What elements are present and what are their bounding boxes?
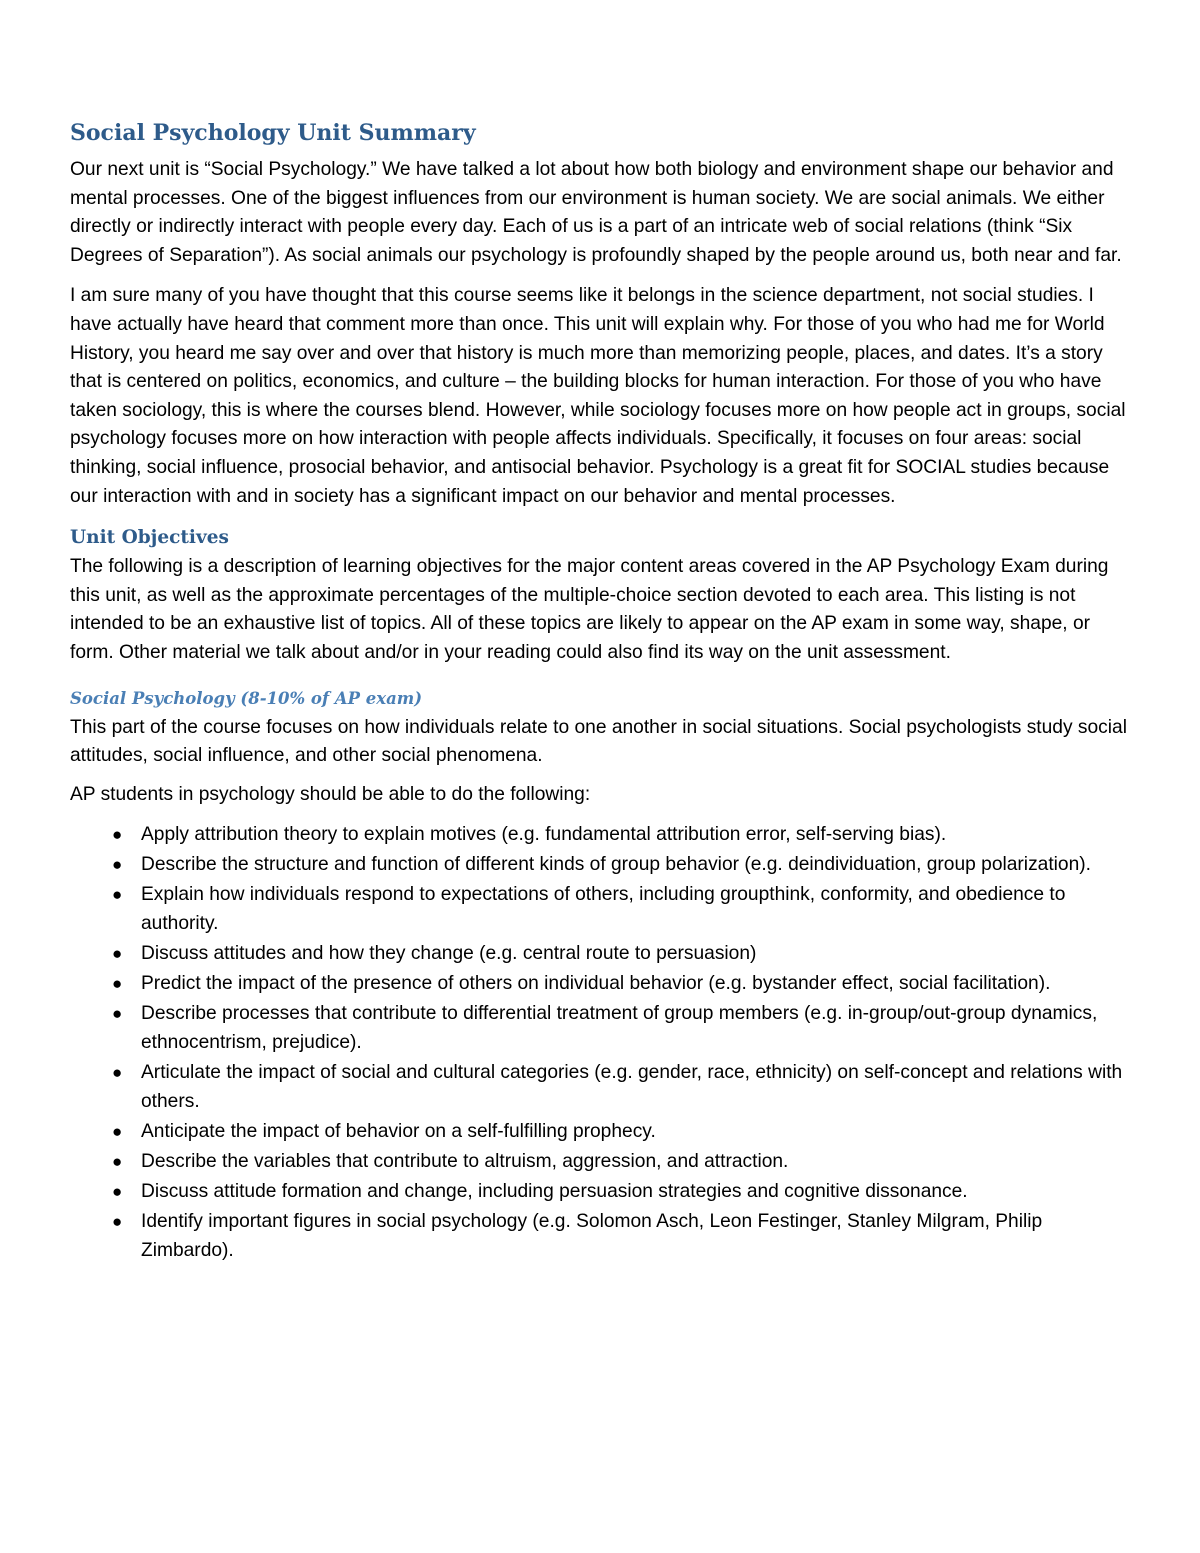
bullet-icon: ●: [112, 885, 123, 905]
bullet-icon: ●: [112, 1121, 123, 1141]
list-item-text: Describe the structure and function of different kinds of group behavior (e.g. deindividuation, group polarization).: [141, 854, 1091, 876]
intro-paragraph-1: Our next unit is “Social Psychology.” We have talked a lot about how both biology and environment shape our behavior and mental processes. One of the biggest influences from our environment is human society. We are social animals. We either directly or indirectly interact with people every day. Each of us is a part of an intricate web of social relations (think “Six Degrees of Separation”). As social animals our psychology is profoundly shaped by the people around us, both near and far.: [70, 159, 1122, 266]
list-item: [70, 940, 1132, 969]
list-item-text: Describe processes that contribute to differential treatment of group members (e.g. in-group/out-group dynamics, ethnocentrism, prejudice).: [141, 1003, 1098, 1053]
list-item-text: Discuss attitudes and how they change (e.g. central route to persuasion): [141, 943, 757, 965]
bullet-icon: ●: [112, 974, 123, 994]
list-item: [70, 1208, 1132, 1265]
list-item-text: Identify important figures in social psychology (e.g. Solomon Asch, Leon Festinger, Stanley Milgram, Philip Zimbardo).: [141, 1211, 1043, 1261]
bullet-icon: ●: [112, 1151, 123, 1171]
list-item: [70, 970, 1132, 999]
list-item-text: Anticipate the impact of behavior on a self-fulfilling prophecy.: [141, 1120, 656, 1142]
list-item-text: Apply attribution theory to explain motives (e.g. fundamental attribution error, self-serving bias).: [141, 824, 947, 846]
list-item: [70, 1000, 1132, 1057]
bullet-icon: ●: [112, 1181, 123, 1201]
section-description: This part of the course focuses on how individuals relate to one another in social situations. Social psychologists study social attitudes, social influence, and other social phenomena.: [70, 716, 1127, 767]
intro-paragraph-2: I am sure many of you have thought that this course seems like it belongs in the science department, not social studies. I have actually have heard that comment more than once. This unit will explain why. For those of you who had me for World History, you heard me say over and over that history is much more than memorizing people, places, and dates. It’s a story that is centered on politics, economics, and culture – the building blocks for human interaction. For those of you who have taken sociology, this is where the courses blend. However, while sociology focuses more on how people act in groups, social psychology focuses more on how interaction with people affects individuals. Specifically, it focuses on four areas: social thinking, social influence, prosocial behavior, and antisocial behavior. Psychology is a great fit for SOCIAL studies because our interaction with and in society has a significant impact on our behavior and mental processes.: [70, 285, 1126, 507]
bullet-icon: ●: [112, 855, 123, 875]
bullet-icon: ●: [112, 1063, 123, 1083]
list-item-text: Discuss attitude formation and change, including persuasion strategies and cognitive dissonance.: [141, 1180, 968, 1202]
list-item-text: Describe the variables that contribute to altruism, aggression, and attraction.: [141, 1150, 789, 1172]
list-item: [70, 1148, 1132, 1177]
list-item-text: Explain how individuals respond to expectations of others, including groupthink, conformity, and obedience to authority.: [141, 884, 1066, 935]
bullet-icon: ●: [112, 1004, 123, 1024]
bullet-icon: ●: [112, 825, 123, 845]
list-item: [70, 851, 1132, 880]
objectives-description: The following is a description of learning objectives for the major content areas covered in the AP Psychology Exam during this unit, as well as the approximate percentages of the multiple-choice section devoted to each area. This listing is not intended to be an exhaustive list of topics. All of these topics are likely to appear on the AP exam in some way, shape, or form. Other material we talk about and/or in your reading could also find its way on the unit assessment.: [70, 556, 1109, 663]
list-item: [70, 1118, 1132, 1147]
objectives-heading: Unit Objectives: [70, 527, 229, 549]
document-page: [70, 118, 1132, 1267]
page-title: Social Psychology Unit Summary: [70, 120, 476, 146]
list-item: [70, 881, 1132, 938]
list-item-text: Predict the impact of the presence of others on individual behavior (e.g. bystander effect, social facilitation).: [141, 973, 1051, 995]
objectives-list: [70, 821, 1132, 1265]
list-item-text: Articulate the impact of social and cultural categories (e.g. gender, race, ethnicity) on self-concept and relations with others.: [141, 1062, 1123, 1112]
list-item: [70, 821, 1132, 850]
list-item: [70, 1178, 1132, 1207]
list-intro: AP students in psychology should be able to do the following:: [70, 783, 591, 805]
section-heading: Social Psychology (8-10% of AP exam): [70, 688, 423, 708]
list-item: [70, 1059, 1132, 1116]
bullet-icon: ●: [112, 1212, 123, 1231]
bullet-icon: ●: [112, 944, 123, 964]
